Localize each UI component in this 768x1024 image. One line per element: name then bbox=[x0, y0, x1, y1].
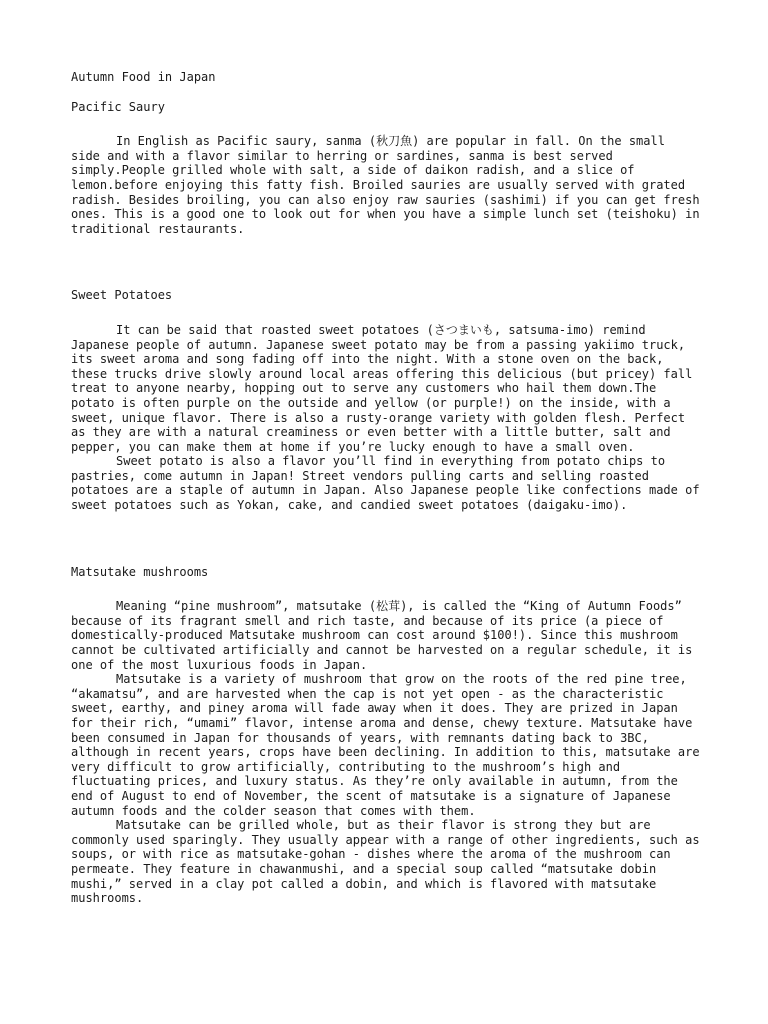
spacer bbox=[71, 513, 701, 565]
spacer bbox=[71, 303, 701, 323]
paragraph: Sweet potato is also a flavor you’ll find in everything from potato chips to pastries, come autumn in Japan! Street vendors pulling carts and selling roasted potatoes are a staple of autumn in Japan. Also Japanese people like confections made of sweet potatoes such as Yokan, cake, and candied sweet potatoes (daigaku-imo). bbox=[71, 454, 700, 513]
section-sweet-potatoes bbox=[71, 288, 701, 512]
document-page bbox=[71, 70, 701, 906]
paragraph: Meaning “pine mushroom”, matsutake (松茸), is called the “King of Autumn Foods” because of its fragrant smell and rich taste, and because of its price (a piece of domestically-produced Matsutake mushroom can cost around $100!). Since this mushroom cannot be cultivated artificially and cannot be harvested on a regular schedule, it is one of the most luxurious foods in Japan. bbox=[71, 599, 693, 672]
section-heading: Matsutake mushrooms bbox=[71, 564, 209, 579]
paragraph: Matsutake is a variety of mushroom that grow on the roots of the red pine tree, “akamatsu”, and are harvested when the cap is not yet open - as the characteristic sweet, earthy, and piney aroma will fade away when it does. They are prized in Japan for their rich, “umami” flavor, intense aroma and dense, chewy texture. Matsutake have been consumed in Japan for thousands of years, with remnants dating back to 3BC, although in recent years, crops have been declining. In addition to this, matsutake are very difficult to grow artificially, contributing to the mushroom’s high and fluctuating prices, and luxury status. As they’re only available in autumn, from the end of August to end of November, the scent of matsutake is a signature of Japanese autumn foods and the colder season that comes with them. bbox=[71, 672, 700, 818]
section-heading: Pacific Saury bbox=[71, 99, 165, 114]
section-heading: Sweet Potatoes bbox=[71, 288, 173, 303]
section-matsutake-mushrooms bbox=[71, 565, 701, 906]
spacer bbox=[71, 236, 701, 288]
section-pacific-saury bbox=[71, 100, 701, 237]
paragraph: Matsutake can be grilled whole, but as their flavor is strong they but are commonly used sparingly. They usually appear with a range of other ingredients, such as soups, or with rice as matsutake-gohan - dishes where the aroma of the mushroom can permeate. They feature in chawanmushi, and a special soup called “matsutake dobin mushi,” served in a clay pot called a dobin, and which is flavored with matsutake mushrooms. bbox=[71, 818, 700, 906]
paragraph: It can be said that roasted sweet potatoes (さつまいも, satsuma-imo) remind Japanese people of autumn. Japanese sweet potato may be from a passing yakiimo truck, its sweet aroma and song fading off into the night. With a stone oven on the back, these trucks drive slowly around local areas offering this delicious (but pricey) fall treat to anyone nearby, hopping out to serve any customers who hail them down.The potato is often purple on the outside and yellow (or purple!) on the inside, with a sweet, unique flavor. There is also a rusty-orange variety with golden flesh. Perfect as they are with a natural creaminess or even better with a little butter, salt and pepper, you can make them at home if you’re lucky enough to have a small oven. bbox=[71, 322, 693, 454]
spacer bbox=[71, 85, 701, 100]
paragraph: In English as Pacific saury, sanma (秋刀魚) are popular in fall. On the small side and with a flavor similar to herring or sardines, sanma is best served simply.People grilled whole with salt, a side of daikon radish, and a slice of lemon.before enjoying this fatty fish. Broiled sauries are usually served with grated radish. Besides broiling, you can also enjoy raw sauries (sashimi) if you can get fresh ones. This is a good one to look out for when you have a simple lunch set (teishoku) in traditional restaurants. bbox=[71, 134, 700, 236]
spacer bbox=[71, 114, 701, 134]
document-title: Autumn Food in Japan bbox=[71, 70, 216, 84]
spacer bbox=[71, 579, 701, 599]
